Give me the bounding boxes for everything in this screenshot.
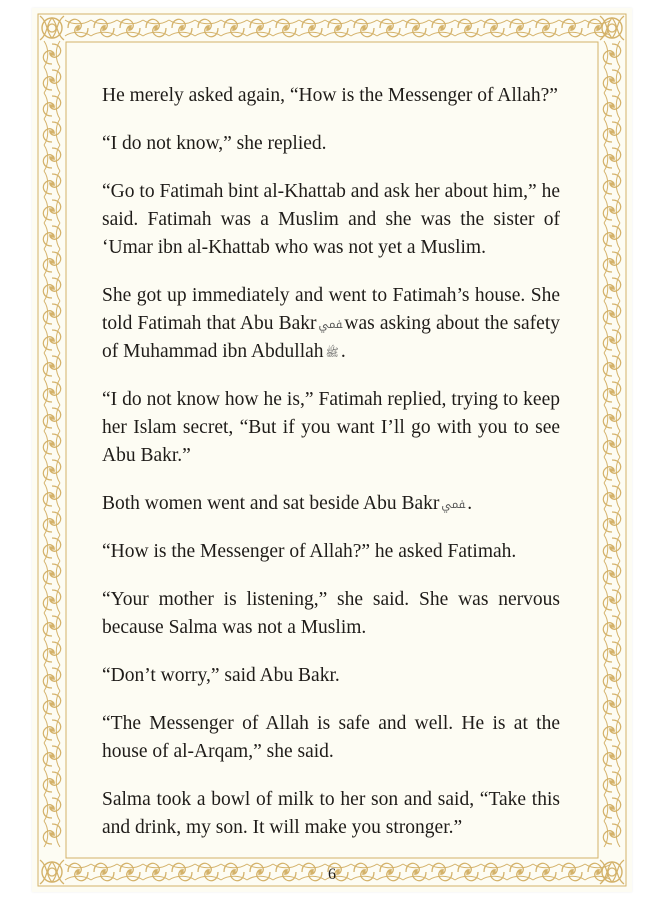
paragraph-4 — [102, 282, 560, 366]
paragraph-4-part-2: was asking about the safety of Muhammad ibn Abdullah — [102, 313, 560, 362]
page-text — [102, 82, 560, 862]
paragraph-9: “Don’t worry,” said Abu Bakr. — [102, 665, 340, 686]
paragraph-4-part-1: She got up immediately and went to Fatimah’s house. She told Fatimah that Abu Bakr — [102, 285, 560, 334]
honorific-icon: ﷁ — [441, 498, 466, 511]
paragraph-7: “How is the Messenger of Allah?” he asked Fatimah. — [102, 541, 517, 562]
paragraph-6-part-2: . — [467, 493, 473, 514]
paragraph-3: “Go to Fatimah bint al-Khattab and ask her about him,” he said. Fatimah was a Muslim and she was the sister of ‘Umar ibn al-Khattab who was not yet a Muslim. — [102, 181, 560, 258]
paragraph-1: He merely asked again, “How is the Messenger of Allah?” — [102, 85, 558, 106]
honorific-icon: ﷁ — [318, 318, 343, 331]
paragraph-4-part-3: . — [340, 341, 346, 362]
paragraph-5: “I do not know how he is,” Fatimah replied, trying to keep her Islam secret, “But if you want I’ll go with you to see Abu Bakr.” — [102, 389, 560, 466]
paragraph-11: Salma took a bowl of milk to her son and said, “Take this and drink, my son. It will make you stronger.” — [102, 789, 560, 838]
book-page — [32, 8, 632, 892]
paragraph-6-part-1: Both women went and sat beside Abu Bakr — [102, 493, 440, 514]
page-number: 6 — [328, 866, 336, 883]
paragraph-10: “The Messenger of Allah is safe and well. He is at the house of al-Arqam,” she said. — [102, 713, 560, 762]
paragraph-2: “I do not know,” she replied. — [102, 133, 327, 154]
paragraph-6 — [102, 490, 560, 518]
paragraph-8: “Your mother is listening,” she said. She was nervous because Salma was not a Muslim. — [102, 589, 560, 638]
honorific-icon: ﷺ — [325, 346, 339, 359]
